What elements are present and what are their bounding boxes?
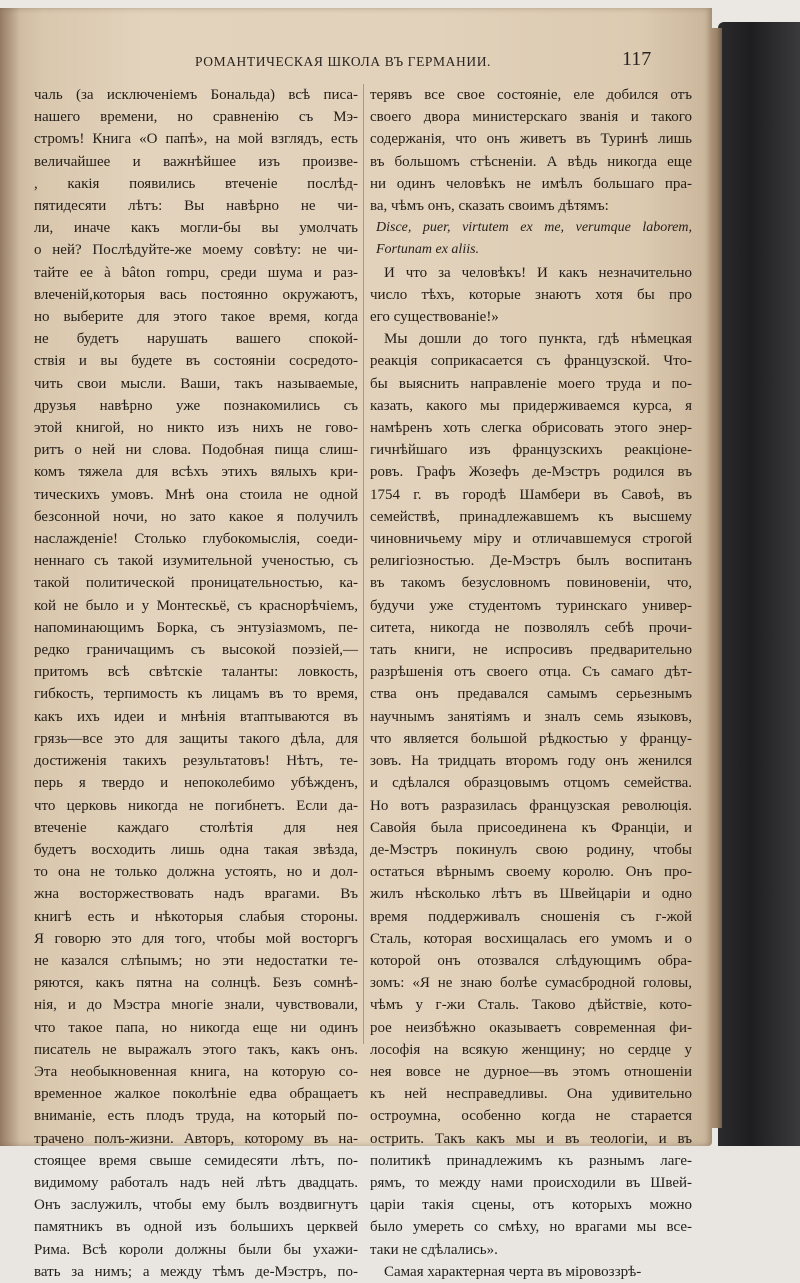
- text-line: время поддерживалъ сношенія съ г-жой: [370, 908, 692, 925]
- text-column-left: [34, 84, 358, 1283]
- text-line: научнымъ занятіямъ и зналъ семь языковъ,: [370, 708, 692, 725]
- text-line: таки не сдѣлались».: [370, 1241, 498, 1258]
- text-line: Рима. Всѣ короли должны были бы ухажи-: [34, 1241, 358, 1258]
- text-line: вать за нимъ; а между тѣмъ де-Мэстръ, по-: [34, 1263, 358, 1280]
- text-line: рое неизбѣжно оказываетъ современная фи-: [370, 1019, 692, 1036]
- text-line: величайшее и важнѣйшее изъ произве-: [34, 153, 358, 170]
- text-line: бы выяснить направленіе моего труда и по-: [370, 375, 692, 392]
- text-line: зовъ. На тридцать второмъ году онъ женился: [370, 753, 692, 770]
- text-line: Но вотъ разразилась французская революція.: [370, 797, 692, 814]
- text-line: , какія появились втеченіе послѣд-: [34, 175, 358, 192]
- text-line: пятидесяти лѣтъ: Вы навѣрно не чи-: [34, 198, 358, 215]
- book-cover-edge: [718, 22, 800, 1146]
- text-line: царіи такія сцены, отъ которыхъ можно: [370, 1197, 692, 1214]
- text-line: наслажденіе! Столько глубокомыслія, соеди-: [34, 531, 358, 548]
- page-header: [0, 48, 712, 72]
- text-line: въ такомъ безусловномъ повиновеніи, что,: [370, 575, 692, 592]
- text-line: ритъ о ней ни слова. Подобная пища слиш-: [34, 442, 358, 459]
- text-line: число тѣхъ, которые знаютъ хотя бы про: [370, 286, 692, 303]
- text-line: притомъ всѣ свѣтскіе таланты: ловкость,: [34, 664, 358, 681]
- text-line: трачено полъ-жизни. Авторъ, которому въ на-: [34, 1130, 358, 1147]
- text-line: грязь—все это для защиты такого дѣла, для: [34, 730, 358, 747]
- text-line: ситета, никогда не позволялъ себѣ прочи-: [370, 619, 692, 636]
- text-line: Самая характерная черта въ міровоззрѣ-: [384, 1263, 642, 1280]
- text-line: политикѣ принадлежимъ къ разнымъ лаге-: [370, 1152, 692, 1169]
- text-line: но выберите для этого такое время, когда: [34, 309, 358, 326]
- running-head: РОМАНТИЧЕСКАЯ ШКОЛА ВЪ ГЕРМАНИИ.: [194, 54, 492, 69]
- text-line: намѣренъ хоть слегка обрисовать этого энер-: [370, 420, 692, 437]
- text-line: чаль (за исключеніемъ Бональда) всѣ писа-: [34, 87, 358, 103]
- text-line: религіозностью. Де-Мэстръ былъ воспитанъ: [370, 553, 692, 570]
- page-paper: [0, 8, 712, 1280]
- text-line: кой не было и у Монтескьё, съ краснорѣчіемъ,: [34, 597, 358, 614]
- text-line: ряются, какъ пятна на солнцѣ. Безъ сомнѣ-: [34, 975, 358, 992]
- text-line: которой онъ отозвался слѣдующимъ обра-: [370, 952, 692, 969]
- text-line: Disce, puer, virtutem ex me, verumque laborem,: [376, 220, 692, 236]
- text-line: Эта необыкновенная книга, на которую со-: [34, 1063, 358, 1080]
- text-line: книгѣ есть и нѣкоторыя слабыя стороны.: [34, 908, 358, 925]
- text-line: что церковь никогда не погибнетъ. Если да-: [34, 797, 358, 814]
- text-line: тать книги, не испросивъ предварительно: [370, 642, 692, 659]
- text-line: лософія на всякую женщину; но сердце у: [370, 1041, 692, 1058]
- text-line: ства онъ предавался самымъ серьезнымъ: [370, 686, 692, 703]
- text-line: Я говорю это для того, чтобы мой восторгъ: [34, 930, 358, 947]
- text-line: 1754 г. въ городѣ Шамбери въ Савоѣ, въ: [370, 486, 692, 503]
- text-line: такой политической проницательностью, ка-: [34, 575, 358, 592]
- text-line: въ большомъ стѣсненіи. А вѣдь никогда еще: [370, 153, 692, 170]
- text-line: редко граничащимъ съ высокой поэзіей,—: [34, 642, 358, 659]
- text-line: ва, чѣмъ онъ, сказать своимъ дѣтямъ:: [370, 198, 609, 215]
- text-line: Савойя была присоединена къ Франціи, и: [370, 819, 692, 836]
- text-line: что является большой рѣдкостью у францу-: [370, 730, 692, 747]
- text-line: тайте ее à bâton rompu, среди шума и раз-: [34, 264, 358, 281]
- text-line: втеченіе каждаго столѣтія для нея: [34, 819, 358, 836]
- text-line: жна восторжествовать надъ врагами. Въ: [34, 886, 358, 903]
- text-line: гибкость, терпимость къ лицамъ въ то время,: [34, 686, 358, 703]
- text-line: этой книгой, но никто изъ нихъ не гово-: [34, 420, 358, 437]
- text-line: рямъ, то между нами происходили въ Швей-: [370, 1174, 692, 1191]
- text-line: вниманіе, есть плодъ труда, на который по-: [34, 1108, 358, 1125]
- text-line: стоящее время свыше семидесяти лѣтъ, по-: [34, 1152, 358, 1169]
- text-line: жилъ нѣсколько лѣтъ въ Швейцаріи и одно: [370, 886, 692, 903]
- text-line: своего двора министерскаго званія и такого: [370, 109, 692, 126]
- text-line: не казался слѣпымъ; но эти недостатки те-: [34, 952, 358, 969]
- text-line: безсонной ночи, но зато какое я получилъ: [34, 508, 358, 525]
- text-line: нашего времени, но сравненію съ Мэ-: [34, 109, 358, 126]
- binding-gutter: [0, 8, 20, 1146]
- text-line: содержанія, что онъ живетъ въ Туринѣ лишь: [370, 131, 692, 148]
- column-divider: [363, 84, 364, 1044]
- text-line: какъ ихъ идеи и мнѣнія втаптываются въ: [34, 708, 358, 725]
- text-line: неннаго съ такой изумительной ученостью, съ: [34, 553, 358, 570]
- text-line: ровъ. Графъ Жозефъ де-Мэстръ родился въ: [370, 464, 692, 481]
- text-line: достиженія такихъ результатовъ! Нѣтъ, те-: [34, 753, 358, 770]
- text-line: писатель не выражалъ этого такъ, какъ онъ.: [34, 1041, 358, 1058]
- text-line: и сдѣлался образцовымъ отцомъ семейства.: [370, 775, 692, 792]
- text-line: комъ тяжела для всѣхъ этихъ вялыхъ кри-: [34, 464, 358, 481]
- text-line: напоминающимъ Борка, съ энтузіазмомъ, пе-: [34, 619, 358, 636]
- text-line: къ ней несправедливы. Она удивительно: [370, 1086, 692, 1103]
- text-line: будетъ восходить лишь одна такая звѣзда,: [34, 841, 358, 858]
- text-line: разрѣшенія отъ своего отца. Съ самаго дѣт-: [370, 664, 692, 681]
- text-line: видимому работалъ надъ ней лѣтъ двадцать.: [34, 1174, 358, 1191]
- text-line: И что за человѣкъ! И какъ незначительно: [384, 264, 692, 281]
- text-line: перь я твердо и непоколебимо убѣжденъ,: [34, 775, 358, 792]
- text-line: реакція соприкасается съ французской. Что-: [370, 353, 692, 370]
- text-line: ли, иначе какъ могли-бы вы умолчать: [34, 220, 358, 237]
- text-line: Онъ заслужилъ, чтобы ему былъ воздвигнутъ: [34, 1197, 358, 1214]
- text-line: ствія и вы будете въ состояніи сосредото-: [34, 353, 358, 370]
- text-line: о ней? Послѣдуйте-же моему совѣту: не чи-: [34, 242, 358, 259]
- text-line: чѣмъ у г-жи Сталь. Таково дѣйствіе, кото-: [370, 997, 692, 1014]
- text-line: Мы дошли до того пункта, гдѣ нѣмецкая: [384, 331, 692, 348]
- text-line: остаться вѣрнымъ своему королю. Онъ про-: [370, 864, 692, 881]
- text-line: терявъ все свое состояніе, еле добился отъ: [370, 87, 692, 103]
- text-line: временное жалкое поколѣніе едва обращаетъ: [34, 1086, 358, 1103]
- text-line: гичнѣйшаго изъ французскихъ реакціоне-: [370, 442, 692, 459]
- text-line: будучи уже студентомъ туринскаго универ-: [370, 597, 692, 614]
- text-line: друзья навѣрно уже познакомились съ: [34, 397, 358, 414]
- text-line: чиновничьему міру и отличавшемуся строгой: [370, 531, 692, 548]
- text-line: нія, и до Мэстра многіе знали, чувствовали,: [34, 997, 358, 1014]
- text-line: не будетъ нарушать вашего спокой-: [34, 331, 358, 348]
- text-line: его существованіе!»: [370, 309, 499, 326]
- text-line: чить свои мысли. Ваши, такъ называемые,: [34, 375, 358, 392]
- text-line: зомъ: «Я не знаю болѣе сумасбродной головы,: [370, 975, 692, 992]
- text-line: остроумна, особенно когда не старается: [370, 1108, 692, 1125]
- text-line: влеченій,которыя вась постоянно окружаютъ,: [34, 286, 358, 303]
- page-number: 117: [622, 48, 652, 70]
- text-line: тическихъ умовъ. Мнѣ она стоила не одной: [34, 486, 358, 503]
- text-line: стромъ! Книга «О папѣ», на мой взглядъ, есть: [34, 131, 358, 148]
- text-line: острить. Такъ какъ мы и въ теологіи, и въ: [370, 1130, 692, 1147]
- text-line: де-Мэстръ покинулъ свою родину, чтобы: [370, 841, 692, 858]
- text-line: было умереть со смѣху, но врагами мы все-: [370, 1219, 692, 1236]
- text-line: то она не только должна устоять, но и дол-: [34, 864, 358, 881]
- text-line: Fortunam ex aliis.: [376, 242, 480, 258]
- text-line: ни одинъ человѣкъ не имѣлъ большаго пра-: [370, 175, 692, 192]
- text-line: что такое папа, но никогда еще ни одинъ: [34, 1019, 358, 1036]
- text-line: памятникъ въ одной изъ большихъ церквей: [34, 1219, 358, 1236]
- text-line: нея вовсе не дурное—въ этомъ отношеніи: [370, 1063, 692, 1080]
- text-line: Сталь, которая восхищалась его умомъ и о: [370, 930, 692, 947]
- text-line: казать, какого мы придерживаемся курса, я: [370, 397, 692, 414]
- text-column-right: [370, 84, 692, 1283]
- text-line: семействѣ, принадлежавшемъ къ высшему: [370, 508, 692, 525]
